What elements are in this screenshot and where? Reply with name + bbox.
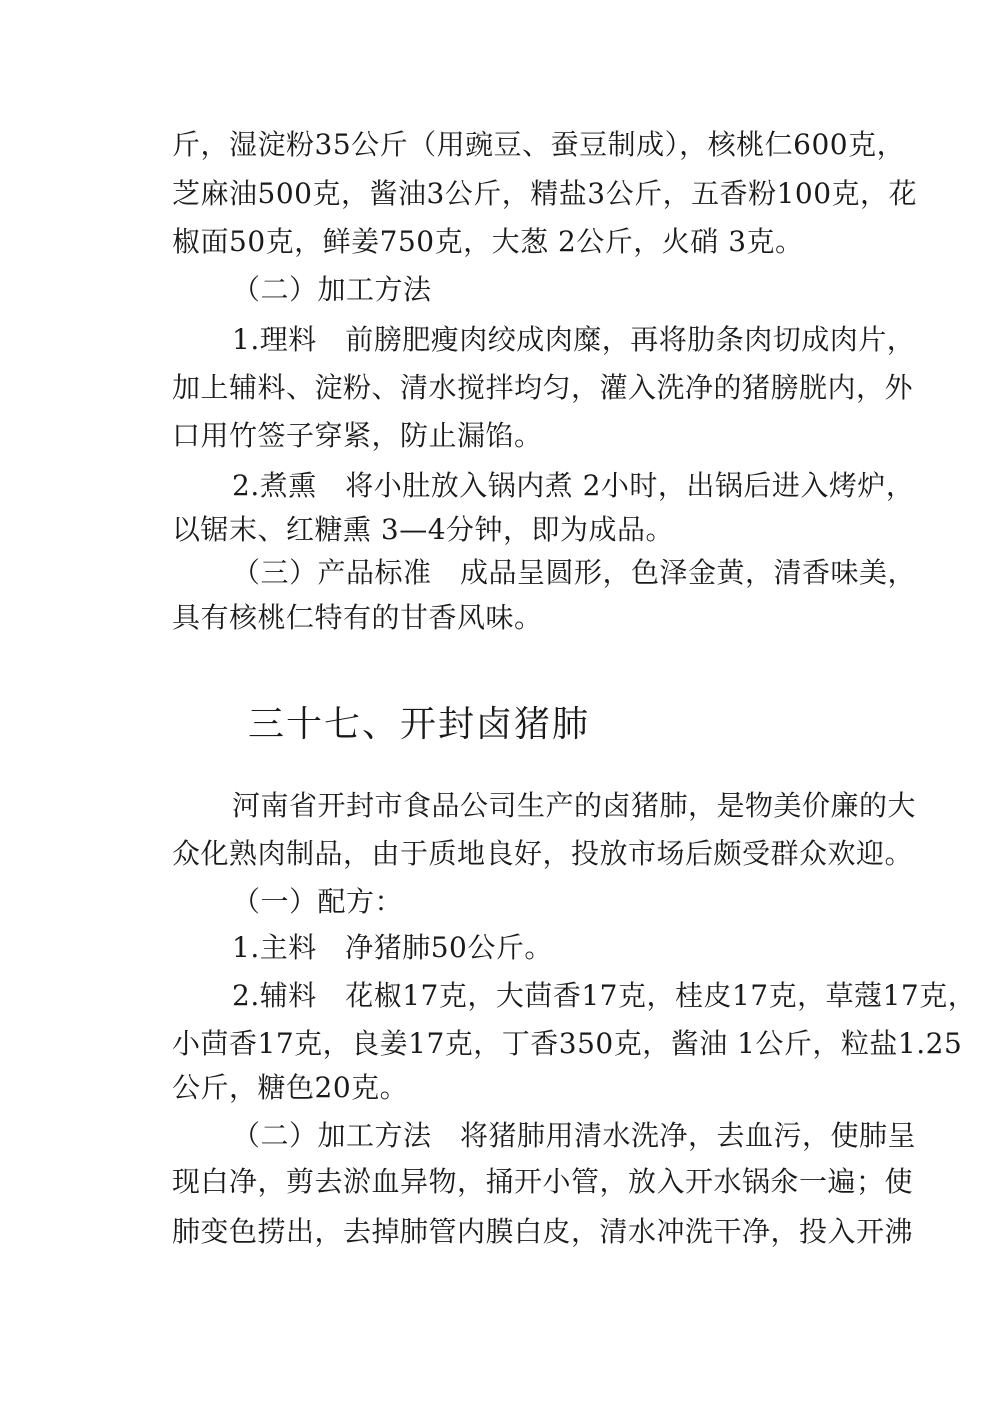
text-line: 2.煮熏 将小肚放入锅内煮 2小时，出锅后进入烤炉， — [232, 469, 915, 502]
text-line: 椒面50克，鲜姜750克，大葱 2公斤，火硝 3克。 — [172, 225, 804, 258]
text-line: 肺变色捞出，去掉肺管内膜白皮，清水冲洗干净，投入开沸 — [172, 1215, 914, 1248]
text-line: 口用竹签子穿紧，防止漏馅。 — [172, 419, 543, 452]
text-line: 众化熟肉制品，由于质地良好，投放市场后颇受群众欢迎。 — [172, 837, 914, 870]
text-line: 小茴香17克，良姜17克，丁香350克，酱油 1公斤，粒盐1.25 — [172, 1027, 963, 1060]
text-line: 公斤，糖色20克。 — [172, 1071, 409, 1104]
text-line: （三）产品标准 成品呈圆形，色泽金黄，清香味美， — [232, 556, 917, 589]
text-line: 现白净，剪去淤血异物，捅开小管，放入开水锅氽一遍；使 — [172, 1165, 914, 1198]
subsection-heading: （一）配方： — [232, 885, 404, 918]
section-title: 三十七、开封卤猪肺 — [248, 704, 591, 745]
text-line: 1.理料 前膀肥瘦肉绞成肉糜，再将肋条肉切成肉片， — [232, 323, 916, 356]
text-line: 具有核桃仁特有的甘香风味。 — [172, 601, 543, 634]
text-line: 芝麻油500克，酱油3公斤，精盐3公斤，五香粉100克，花 — [172, 177, 918, 210]
subsection-heading: （二）加工方法 — [232, 273, 432, 306]
text-line: 加上辅料、淀粉、清水搅拌均匀，灌入洗净的猪膀胱内，外 — [172, 371, 914, 404]
text-line: 斤，湿淀粉35公斤（用豌豆、蚕豆制成），核桃仁600克， — [172, 128, 906, 161]
text-line: 以锯末、红糖熏 3—4分钟，即为成品。 — [172, 513, 675, 546]
text-line: 河南省开封市食品公司生产的卤猪肺，是物美价廉的大 — [232, 789, 917, 822]
text-line: 1.主料 净猪肺50公斤。 — [232, 931, 553, 964]
text-line: （二）加工方法 将猪肺用清水洗净，去血污，使肺呈 — [232, 1119, 917, 1152]
text-line: 2.辅料 花椒17克，大茴香17克，桂皮17克，草蔻17克， — [232, 979, 977, 1012]
